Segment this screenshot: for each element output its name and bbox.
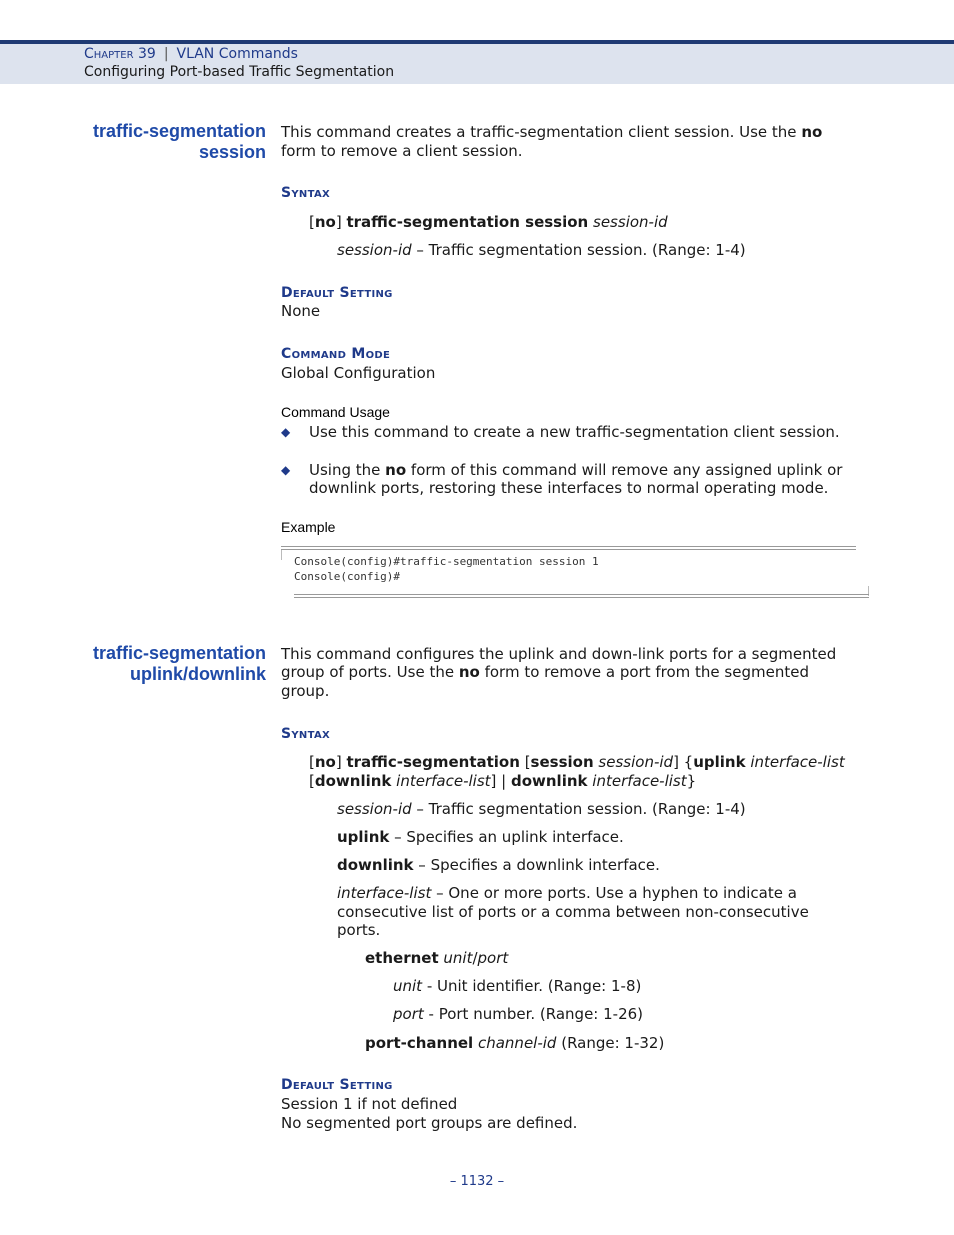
code-line: Console(config)# (294, 570, 400, 583)
param-name: session-id (593, 213, 668, 231)
command-description-cont: form to remove a client session. (281, 142, 523, 160)
no-keyword: no (314, 213, 336, 231)
code-border-left (281, 550, 282, 560)
code-border-top (281, 546, 856, 550)
param-description-cont: consecutive list of ports or a comma between non-consecutive (337, 903, 809, 921)
param-name: session-id (337, 800, 412, 818)
usage-text: Using the (309, 461, 386, 479)
param-text: - Unit identifier. (Range: 1-8) (422, 977, 642, 995)
param-keyword: uplink (337, 828, 390, 846)
param-keyword: port-channel (365, 1034, 474, 1052)
param-description (337, 828, 624, 847)
param-text: (Range: 1-32) (556, 1034, 665, 1052)
command-keyword: traffic-segmentation session (346, 213, 589, 231)
example-heading: Example (281, 519, 336, 535)
title-line: traffic-segmentation (92, 643, 266, 663)
bullet-diamond-icon: ◆ (281, 463, 291, 477)
param-description (337, 241, 746, 260)
command-keyword: traffic-segmentation (346, 753, 520, 771)
chapter-breadcrumb (84, 46, 298, 62)
command-description (281, 123, 822, 142)
no-keyword: no (314, 753, 336, 771)
unit-description (393, 977, 641, 996)
title-line: traffic-segmentation (92, 121, 266, 141)
default-setting-heading: Default Setting (281, 285, 393, 301)
param-name: session-id (337, 241, 412, 259)
param-keyword: ethernet (365, 949, 439, 967)
param-name: unit (443, 949, 473, 967)
command-description-cont: group. (281, 682, 330, 700)
chapter-title: VLAN Commands (176, 46, 298, 62)
chapter-label: Chapter 39 (84, 46, 156, 62)
param-text: – Specifies an uplink interface. (389, 828, 624, 846)
desc-text: This command creates a traffic-segmentation client session. Use the (281, 123, 802, 141)
syntax-line (309, 213, 668, 232)
param-text: - Port number. (Range: 1-26) (423, 1005, 644, 1023)
downlink-keyword: downlink (314, 772, 392, 790)
usage-text: form of this command will remove any assigned uplink or (406, 461, 843, 479)
no-keyword: no (458, 663, 480, 681)
syntax-heading: Syntax (281, 185, 330, 201)
usage-bullet: Use this command to create a new traffic-segmentation client session. (309, 423, 840, 441)
command-description-cont (281, 663, 809, 682)
param-name: channel-id (477, 1034, 557, 1052)
param-name: unit (393, 977, 423, 995)
page-number: – 1132 – (449, 1174, 505, 1189)
default-setting-value: Session 1 if not defined (281, 1095, 458, 1113)
syntax-line-cont: [downlink interface-list] | downlink interface-list} (309, 772, 697, 790)
param-name: port (393, 1005, 424, 1023)
desc-text: form to remove a port from the segmented (479, 663, 809, 681)
default-setting-heading: Default Setting (281, 1077, 393, 1093)
uplink-keyword: uplink (693, 753, 746, 771)
param-description (337, 856, 660, 875)
command-mode-value: Global Configuration (281, 364, 436, 382)
param-description (337, 800, 746, 819)
bullet-diamond-icon: ◆ (281, 425, 291, 439)
default-setting-value: None (281, 302, 321, 320)
command-title-session (93, 121, 266, 163)
no-keyword: no (801, 123, 823, 141)
title-line: session (198, 142, 266, 162)
command-description: This command configures the uplink and down-link ports for a segmented (281, 645, 837, 663)
title-line: uplink/downlink (130, 664, 266, 684)
section-subtitle: Configuring Port-based Traffic Segmentation (84, 64, 395, 80)
param-description (337, 884, 797, 903)
port-description (393, 1005, 643, 1024)
syntax-line: [no] traffic-segmentation [session session-id] {uplink interface-list (309, 753, 845, 771)
code-line: Console(config)#traffic-segmentation session 1 (294, 555, 599, 568)
breadcrumb-separator: | (163, 46, 169, 62)
param-description-cont: ports. (337, 921, 381, 939)
command-mode-heading: Command Mode (281, 346, 391, 362)
bracket: ] (335, 213, 347, 231)
param-name: interface-list (592, 772, 687, 790)
usage-bullet-cont: downlink ports, restoring these interfaces to normal operating mode. (309, 479, 829, 497)
param-text: – Traffic segmentation session. (Range: 1-4) (411, 800, 746, 818)
no-keyword: no (385, 461, 407, 479)
param-name: port (477, 949, 509, 967)
param-name: interface-list (337, 884, 432, 902)
param-text: – One or more ports. Use a hyphen to indicate a (431, 884, 797, 902)
command-title-uplink-downlink (93, 643, 266, 685)
port-channel-option (365, 1034, 664, 1053)
session-keyword: session (530, 753, 594, 771)
code-border-bottom (294, 594, 869, 598)
param-name: interface-list (396, 772, 491, 790)
param-text: – Specifies a downlink interface. (413, 856, 660, 874)
usage-bullet (309, 461, 842, 480)
ethernet-option: ethernet unit/port (365, 949, 509, 967)
param-name: interface-list (750, 753, 845, 771)
param-name: session-id (598, 753, 674, 771)
default-setting-value: No segmented port groups are defined. (281, 1114, 578, 1132)
syntax-heading: Syntax (281, 726, 330, 742)
bracket: [ (309, 213, 315, 231)
desc-text: group of ports. Use the (281, 663, 459, 681)
param-keyword: downlink (337, 856, 414, 874)
downlink-keyword: downlink (510, 772, 588, 790)
command-usage-heading: Command Usage (281, 404, 390, 420)
param-text: – Traffic segmentation session. (Range: 1-4) (411, 241, 746, 259)
